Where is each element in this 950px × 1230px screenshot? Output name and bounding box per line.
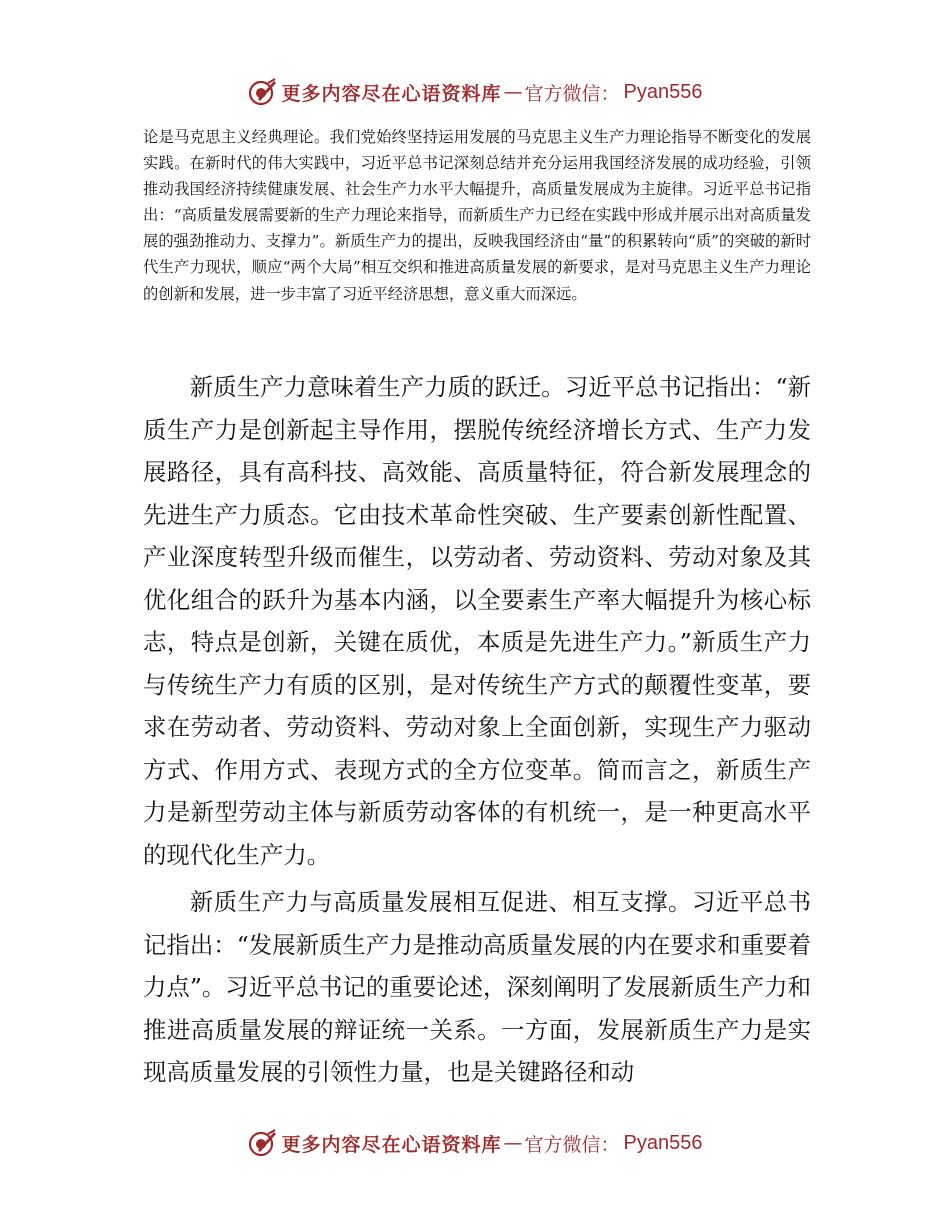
- banner-wechat-label: 官方微信：: [524, 82, 620, 105]
- pen-logo-icon: [248, 1128, 278, 1158]
- footer-banner: [0, 1123, 950, 1163]
- banner-brand-text: 更多内容尽在心语资料库: [281, 1133, 502, 1156]
- body-paragraph-2: 新质生产力与高质量发展相互促进、相互支撑。习近平总书记指出：“发展新质生产力是推动高质量发展的内在要求和重要着力点”。习近平总书记的重要论述，深刻阐明了发展新质生产力和推进高质量发展的辩证统一关系。一方面，发展新质生产力是实现高质量发展的引领性力量，也是关键路径和动: [143, 888, 811, 1086]
- banner-wechat-label: 官方微信：: [524, 1133, 620, 1156]
- banner-wechat-id: Pyan556: [623, 80, 703, 103]
- banner-dash: —: [503, 1132, 523, 1154]
- header-banner: [0, 72, 950, 112]
- pen-logo-icon: [248, 77, 278, 107]
- body-paragraph-1: 新质生产力意味着生产力质的跃迁。习近平总书记指出：“新质生产力是创新起主导作用，摆脱传统经济增长方式、生产力发展路径，具有高科技、高效能、高质量特征，符合新发展理念的先进生产力质态。它由技术革命性突破、生产要素创新性配置、产业深度转型升级而催生，以劳动者、劳动资料、劳动对象及其优化组合的跃升为基本内涵，以全要素生产率大幅提升为核心标志，特点是创新，关键在质优，本质是先进生产力。”新质生产力与传统生产力有质的区别，是对传统生产方式的颠覆性变革，要求在劳动者、劳动资料、劳动对象上全面创新，实现生产力驱动方式、作用方式、表现方式的全方位变革。简而言之，新质生产力是新型劳动主体与新质劳动客体的有机统一，是一种更高水平的现代化生产力。: [143, 373, 811, 869]
- banner-brand-text: 更多内容尽在心语资料库: [281, 82, 502, 105]
- banner-dash: —: [503, 81, 523, 103]
- banner-wechat-id: Pyan556: [623, 1131, 703, 1154]
- intro-paragraph: 论是马克思主义经典理论。我们党始终坚持运用发展的马克思主义生产力理论指导不断变化的发展实践。在新时代的伟大实践中，习近平总书记深刻总结并充分运用我国经济发展的成功经验，引领推动我国经济持续健康发展、社会生产力水平大幅提升，高质量发展成为主旋律。习近平总书记指出：“高质量发展需要新的生产力理论来指导，而新质生产力已经在实践中形成并展示出对高质量发展的强劲推动力、支撑力”。新质生产力的提出，反映我国经济由“量”的积累转向“质”的突破的新时代生产力现状，顺应“两个大局”相互交织和推进高质量发展的新要求，是对马克思主义生产力理论的创新和发展，进一步丰富了习近平经济思想，意义重大而深远。: [143, 128, 811, 303]
